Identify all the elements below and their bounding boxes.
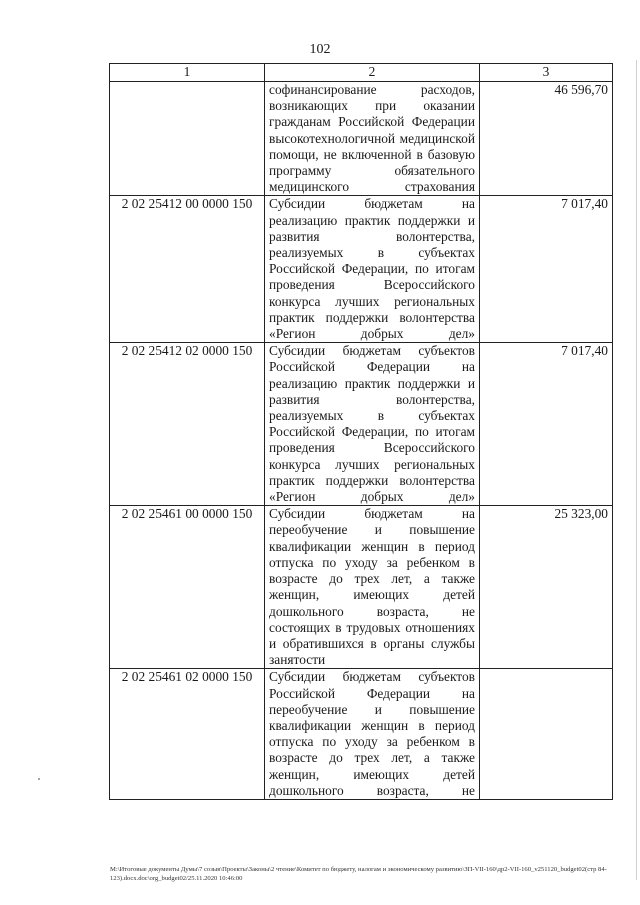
description-cell: софинансирование расходов, возникающих при оказании гражданам Российской Федерации высокотехнологичной медицинской помощи, не включенной в базовую программу обязательного медицинского страхования (265, 82, 480, 196)
table-row (110, 506, 613, 669)
column-header-2: 2 (265, 64, 480, 82)
budget-table (109, 63, 613, 800)
description-cell: Субсидии бюджетам субъектов Российской Федерации на реализацию практик поддержки и развития волонтерства, реализуемых в субъектах Российской Федерации, по итогам проведения Всероссийского конкурса лучших региональных практик поддержки волонтерства «Регион добрых дел» (265, 343, 480, 506)
amount-cell: 25 323,00 (480, 506, 613, 669)
scan-speck (38, 778, 40, 780)
table-row (110, 82, 613, 196)
table-row (110, 343, 613, 506)
column-header-3: 3 (480, 64, 613, 82)
page-number: 102 (309, 42, 331, 57)
budget-code-cell: 2 02 25412 02 0000 150 (110, 343, 265, 506)
budget-code-cell: 2 02 25412 00 0000 150 (110, 196, 265, 343)
amount-cell (480, 669, 613, 800)
budget-code-cell (110, 82, 265, 196)
document-path-footer: M:\Итоговые документы Думы\7 созыв\Проекты\Законы\2 чтение\Комитет по бюджету, налогам и экономическому развитию\ЗП-VII-160\др2-VII-160_v251120_budget02(стр 84-123).docx.doc\org_budget02/25.11.2020 10:46:00 (110, 866, 607, 882)
amount-cell: 7 017,40 (480, 196, 613, 343)
scan-edge-line (636, 60, 637, 880)
amount-cell: 46 596,70 (480, 82, 613, 196)
column-header-1: 1 (110, 64, 265, 82)
description-cell: Субсидии бюджетам на реализацию практик поддержки и развития волонтерства, реализуемых в субъектах Российской Федерации, по итогам проведения Всероссийского конкурса лучших региональных практик поддержки волонтерства «Регион добрых дел» (265, 196, 480, 343)
table-header-row (110, 64, 613, 82)
budget-code-cell: 2 02 25461 02 0000 150 (110, 669, 265, 800)
table-row (110, 669, 613, 800)
description-cell: Субсидии бюджетам субъектов Российской Федерации на переобучение и повышение квалификации женщин в период отпуска по уходу за ребенком в возрасте до трех лет, а также женщин, имеющих детей дошкольного возраста, не (265, 669, 480, 800)
table-row (110, 196, 613, 343)
description-cell: Субсидии бюджетам на переобучение и повышение квалификации женщин в период отпуска по уходу за ребенком в возрасте до трех лет, а также женщин, имеющих детей дошкольного возраста, не состоящих в трудовых отношениях и обратившихся в органы службы занятости (265, 506, 480, 669)
amount-cell: 7 017,40 (480, 343, 613, 506)
budget-code-cell: 2 02 25461 00 0000 150 (110, 506, 265, 669)
